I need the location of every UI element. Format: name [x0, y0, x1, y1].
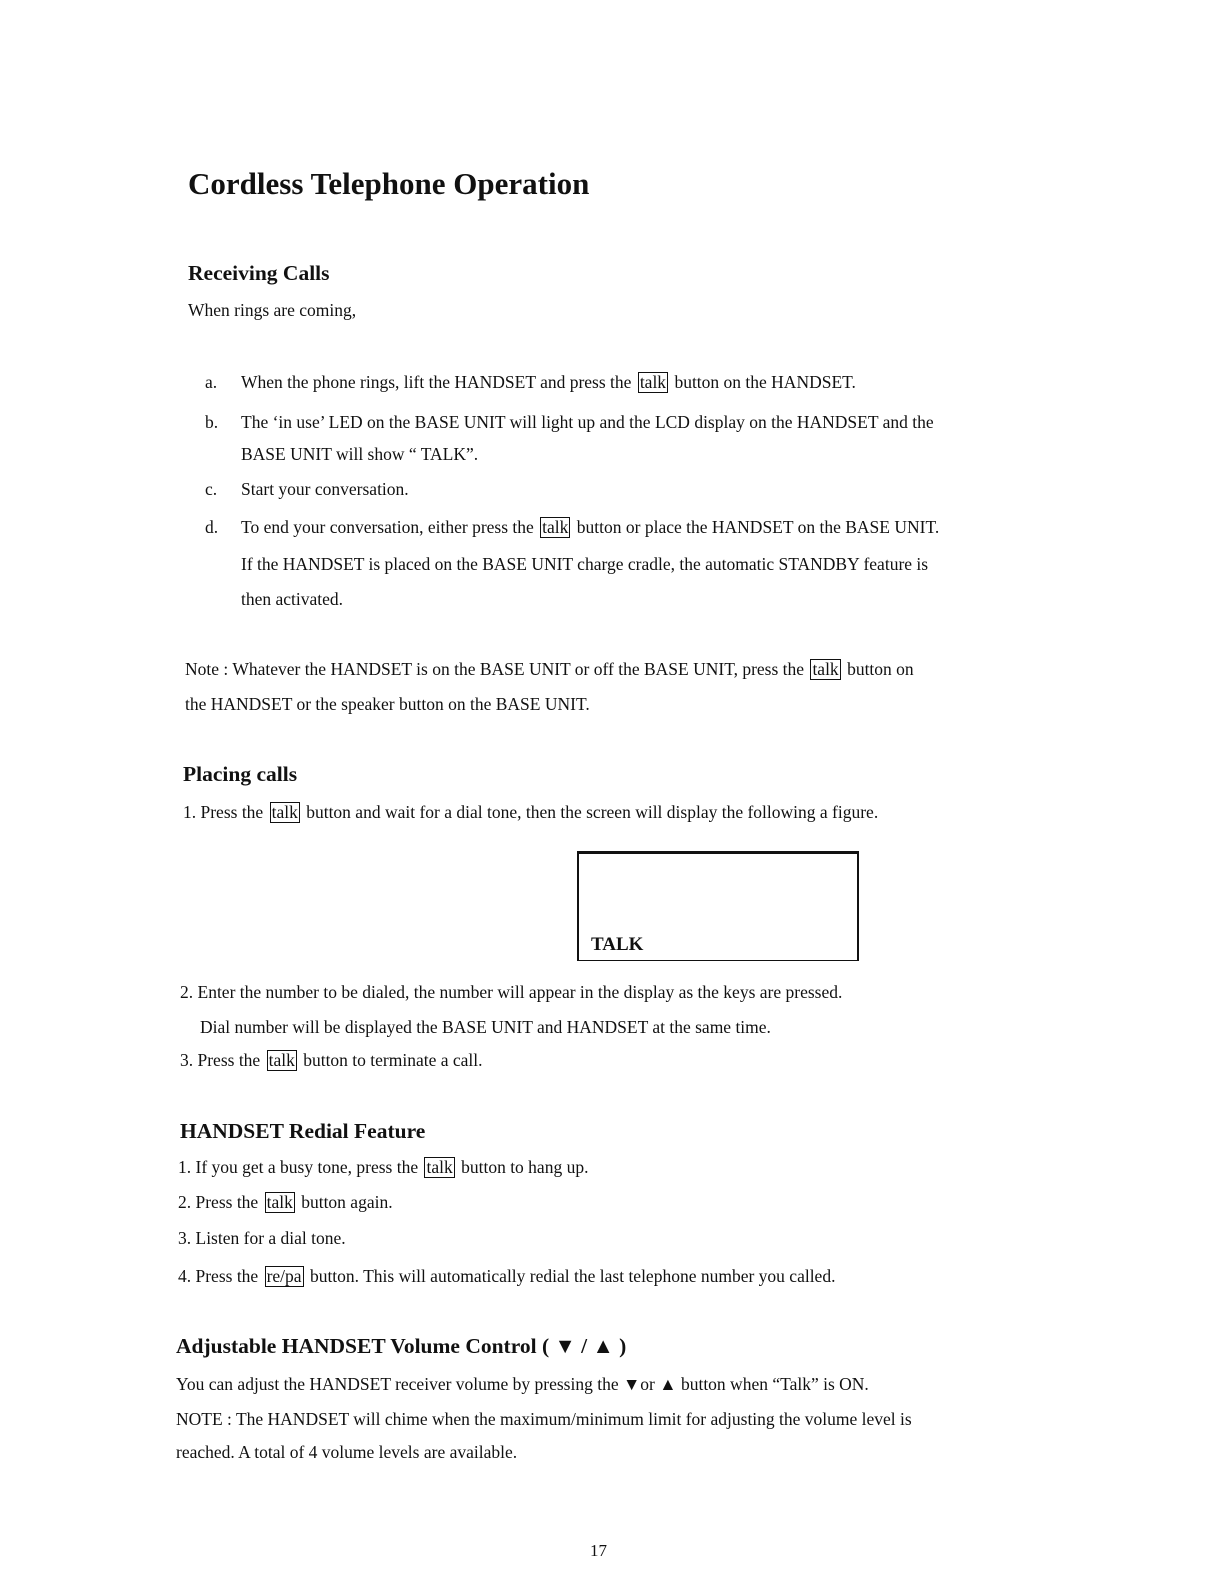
- text: button again.: [296, 1192, 393, 1212]
- key-talk-icon: talk: [266, 1192, 293, 1212]
- key-talk-icon: talk: [426, 1157, 453, 1177]
- list-label: a.: [205, 372, 218, 392]
- list-item-line: [241, 443, 478, 465]
- section-heading-redial: HANDSET Redial Feature: [180, 1119, 426, 1143]
- list-item-line: [241, 411, 934, 433]
- placing-step: [183, 801, 878, 823]
- text: BASE UNIT will show “ TALK”.: [241, 444, 479, 464]
- text: Dial number will be displayed the BASE UNIT and HANDSET at the same time.: [200, 1017, 771, 1037]
- text: button and wait for a dial tone, then the screen will display the following a figure.: [301, 802, 879, 822]
- text: NOTE : The HANDSET will chime when the maximum/minimum limit for adjusting the volume level is: [176, 1409, 912, 1429]
- text: then activated.: [241, 589, 344, 609]
- lcd-display-figure: [577, 851, 859, 961]
- key-talk-icon: talk: [542, 517, 569, 537]
- text: If the HANDSET is placed on the BASE UNIT charge cradle, the automatic STANDBY feature is: [241, 554, 929, 574]
- text: button to terminate a call.: [298, 1050, 483, 1070]
- text: 2. Press the: [178, 1192, 263, 1212]
- section-heading-placing: Placing calls: [183, 762, 298, 786]
- volume-text: [176, 1441, 517, 1463]
- text: When the phone rings, lift the HANDSET and press the: [241, 372, 636, 392]
- text: The ‘in use’ LED on the BASE UNIT will light up and the LCD display on the HANDSET and the: [241, 412, 934, 432]
- text: To end your conversation, either press the: [241, 517, 539, 537]
- section-heading-volume: Adjustable HANDSET Volume Control ( ▼ / ▲ ): [176, 1334, 627, 1358]
- list-item-line: [241, 516, 939, 538]
- redial-step: [178, 1191, 393, 1213]
- list-item-line: [241, 588, 343, 610]
- text: button or place the HANDSET on the BASE UNIT.: [572, 517, 940, 537]
- key-talk-icon: talk: [268, 1050, 295, 1070]
- note-line: [185, 693, 590, 715]
- list-label: b.: [205, 412, 219, 432]
- redial-step: [178, 1227, 346, 1249]
- volume-text: [176, 1373, 869, 1395]
- text: 1. Press the: [183, 802, 268, 822]
- text: button on: [842, 659, 914, 679]
- text: button. This will automatically redial the last telephone number you called.: [305, 1266, 836, 1286]
- page-number: 17: [590, 1541, 607, 1560]
- list-item-line: [241, 371, 856, 393]
- text: 2. Enter the number to be dialed, the number will appear in the display as the keys are pressed.: [180, 982, 843, 1002]
- text: Note : Whatever the HANDSET is on the BASE UNIT or off the BASE UNIT, press the: [185, 659, 809, 679]
- placing-step: [200, 1016, 771, 1038]
- page-title: Cordless Telephone Operation: [188, 166, 590, 201]
- list-item-line: [241, 553, 928, 575]
- note-line: [185, 658, 914, 680]
- list-label: c.: [205, 479, 218, 499]
- text: 4. Press the: [178, 1266, 263, 1286]
- key-re-pa-icon: re/pa: [266, 1266, 302, 1286]
- text: button on the HANDSET.: [670, 372, 856, 392]
- receiving-intro: When rings are coming,: [188, 300, 357, 320]
- volume-text: [176, 1408, 912, 1430]
- redial-step: [178, 1265, 835, 1287]
- text: You can adjust the HANDSET receiver volume by pressing the ▼or ▲ button when “Talk” is ON.: [176, 1374, 869, 1394]
- placing-step: [180, 1049, 483, 1071]
- redial-step: [178, 1156, 588, 1178]
- text: button to hang up.: [456, 1157, 589, 1177]
- text: 3. Listen for a dial tone.: [178, 1228, 346, 1248]
- text: 1. If you get a busy tone, press the: [178, 1157, 423, 1177]
- text: 3. Press the: [180, 1050, 265, 1070]
- text: Start your conversation.: [241, 479, 409, 499]
- lcd-display-text: TALK: [591, 934, 644, 955]
- list-item-line: [241, 478, 409, 500]
- list-label: d.: [205, 517, 219, 537]
- key-talk-icon: talk: [271, 802, 298, 822]
- placing-step: [180, 981, 842, 1003]
- key-talk-icon: talk: [639, 372, 667, 392]
- text: reached. A total of 4 volume levels are available.: [176, 1442, 518, 1462]
- section-heading-receiving: Receiving Calls: [188, 261, 330, 285]
- text: the HANDSET or the speaker button on the BASE UNIT.: [185, 694, 590, 714]
- key-talk-icon: talk: [812, 659, 839, 679]
